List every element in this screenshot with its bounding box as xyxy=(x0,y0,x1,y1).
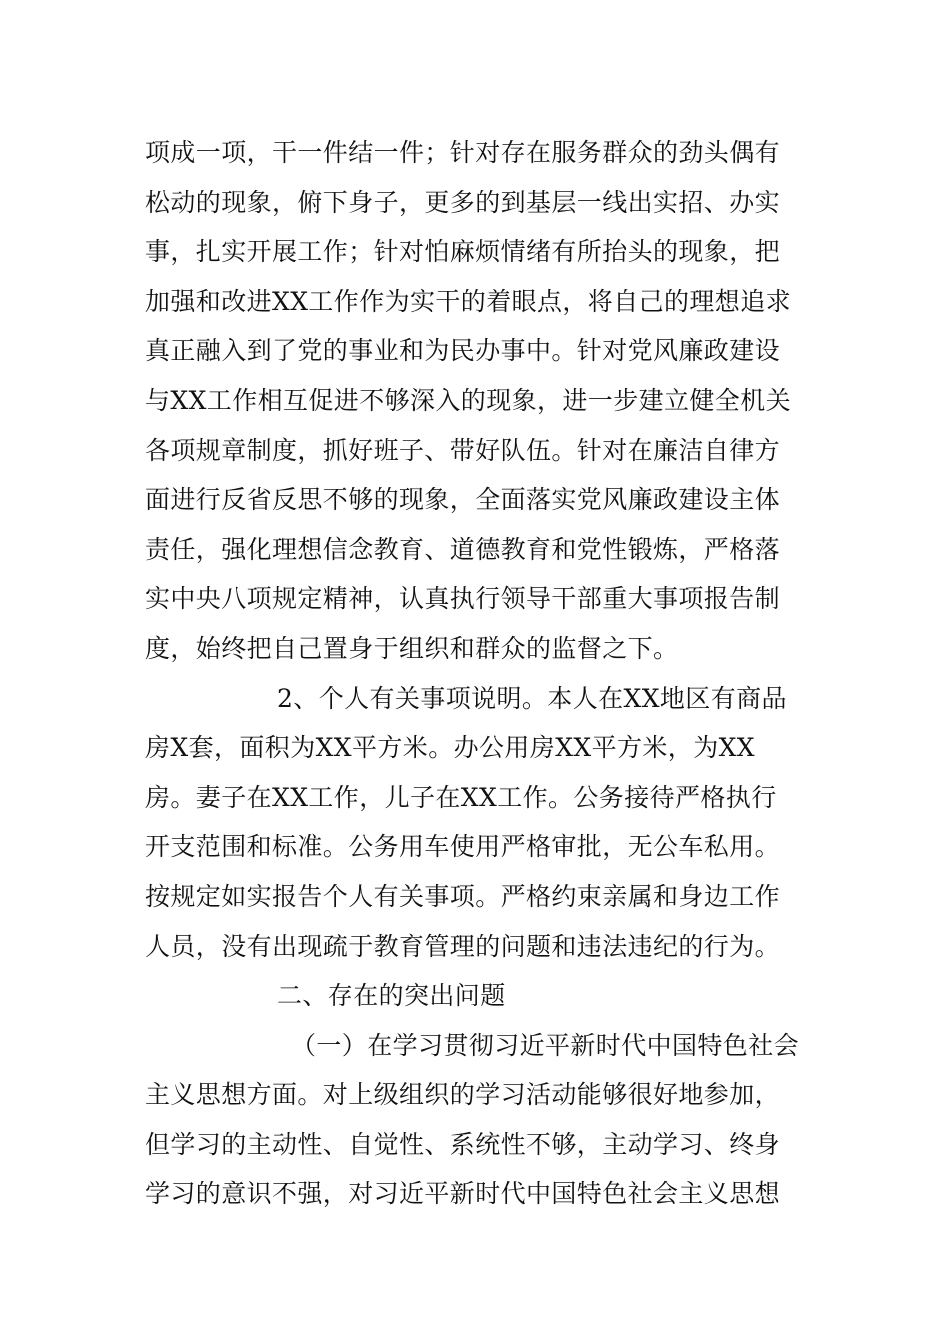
text-line: 项成一项，干一件结一件；针对存在服务群众的劲头偶有 xyxy=(145,138,781,167)
text-line: 房。妻子在XX工作，儿子在XX工作。公务接待严格执行 xyxy=(145,782,777,812)
text-line: 开支范围和标准。公务用车使用严格审批，无公车私用。 xyxy=(145,832,781,862)
text-line: 按规定如实报告个人有关事项。严格约束亲属和身边工作 xyxy=(145,881,781,911)
text-line: 面进行反省反思不够的现象，全面落实党风廉政建设主体 xyxy=(145,485,781,515)
text-line: 松动的现象，俯下身子，更多的到基层一线出实招、办实 xyxy=(145,187,781,217)
text-line: 学习的意识不强，对习近平新时代中国特色社会主义思想 xyxy=(145,1179,781,1209)
document-body xyxy=(145,128,805,1219)
text-line: 房X套，面积为XX平方米。办公用房XX平方米，为XX xyxy=(145,733,755,763)
text-line: 真正融入到了党的事业和为民办事中。针对党风廉政建设 xyxy=(145,336,781,366)
text-line: 人员，没有出现疏于教育管理的问题和违法违纪的行为。 xyxy=(145,931,781,961)
subsection-start-line: （一）在学习贯彻习近平新时代中国特色社会 xyxy=(291,1030,800,1060)
text-line: 度，始终把自己置身于组织和群众的监督之下。 xyxy=(145,633,679,663)
text-line: 加强和改进XX工作作为实干的着眼点，将自己的理想追求 xyxy=(145,286,791,316)
text-line: 事，扎实开展工作；针对怕麻烦情绪有所抬头的现象，把 xyxy=(145,237,781,267)
text-line: 实中央八项规定精神，认真执行领导干部重大事项报告制 xyxy=(145,584,781,614)
text-line: 主义思想方面。对上级组织的学习活动能够很好地参加， xyxy=(145,1080,781,1110)
text-line: 各项规章制度，抓好班子、带好队伍。针对在廉洁自律方 xyxy=(145,435,781,465)
text-line: 但学习的主动性、自觉性、系统性不够，主动学习、终身 xyxy=(145,1129,781,1159)
text-line: 与XX工作相互促进不够深入的现象，进一步建立健全机关 xyxy=(145,385,791,415)
section-heading: 二、存在的突出问题 xyxy=(277,981,506,1011)
paragraph-start-line: 2、个人有关事项说明。本人在XX地区有商品 xyxy=(277,683,787,713)
text-line: 责任，强化理想信念教育、道德教育和党性锻炼，严格落 xyxy=(145,534,781,564)
